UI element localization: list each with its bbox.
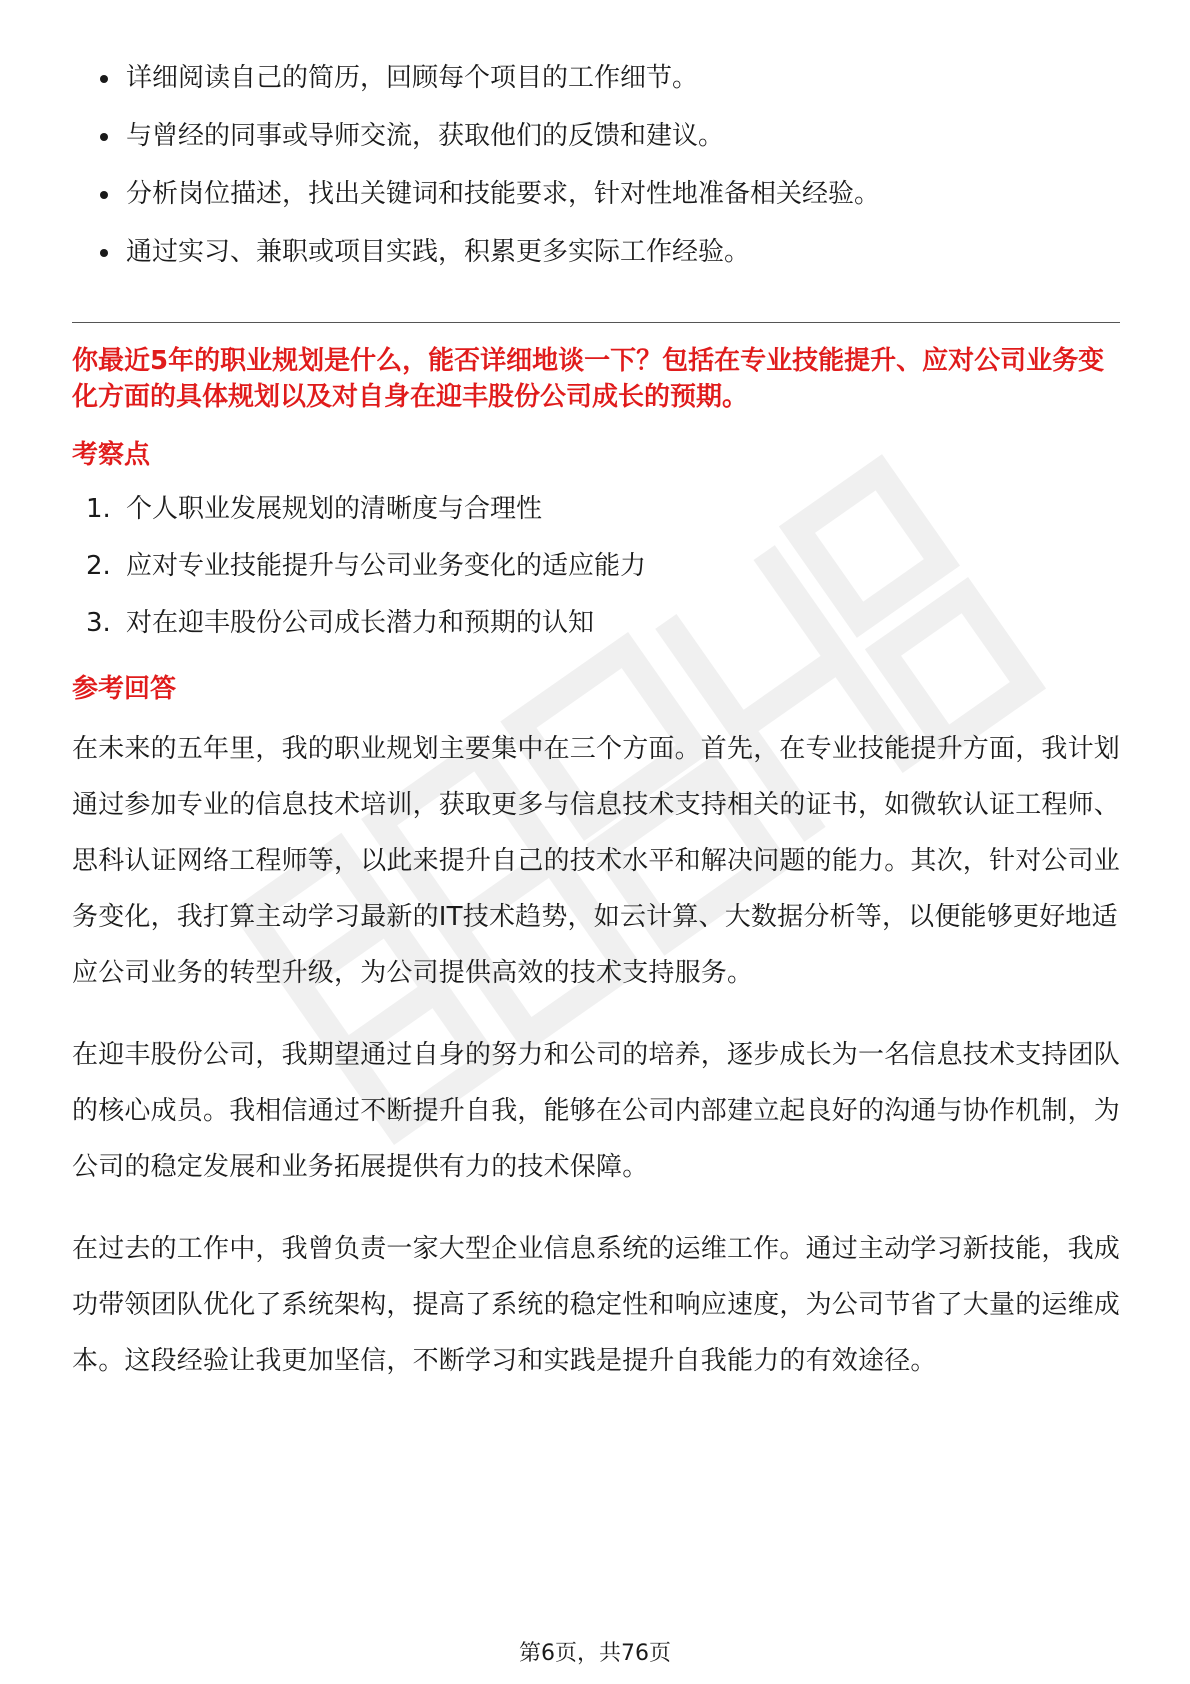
answer-paragraph: 在过去的工作中，我曾负责一家大型企业信息系统的运维工作。通过主动学习新技能，我成功带领团队优化了系统架构，提高了系统的稳定性和响应速度，为公司节省了大量的运维成本。这段经验让我更加坚信，不断学习和实践是提升自我能力的有效途径。 — [72, 1234, 1121, 1376]
item-number: 3. — [86, 608, 111, 638]
list-item: 分析岗位描述，找出关键词和技能要求，针对性地准备相关经验。 — [72, 174, 1120, 214]
answer-paragraph: 在未来的五年里，我的职业规划主要集中在三个方面。首先，在专业技能提升方面，我计划通过参加专业的信息技术培训，获取更多与信息技术支持相关的证书，如微软认证工程师、思科认证网络工程师等，以此来提升自己的技术水平和解决问题的能力。其次，针对公司业务变化，我打算主动学习最新的IT技术趋势，如云计算、大数据分析等，以便能够更好地适应公司业务的转型升级，为公司提供高效的技术支持服务。 — [72, 734, 1121, 988]
list-item: 通过实习、兼职或项目实践，积累更多实际工作经验。 — [72, 232, 1120, 272]
list-item: 1. 个人职业发展规划的清晰度与合理性 — [72, 489, 1120, 529]
list-item: 详细阅读自己的简历，回顾每个项目的工作细节。 — [72, 58, 1120, 98]
bullet-dot-icon — [100, 75, 108, 83]
answer-title: 参考回答 — [72, 674, 177, 704]
item-number: 1. — [86, 494, 111, 524]
list-item: 2. 应对专业技能提升与公司业务变化的适应能力 — [72, 546, 1120, 586]
answer-paragraph: 在迎丰股份公司，我期望通过自身的努力和公司的培养，逐步成长为一名信息技术支持团队的核心成员。我相信通过不断提升自我，能够在公司内部建立起良好的沟通与协作机制，为公司的稳定发展和业务拓展提供有力的技术保障。 — [72, 1040, 1121, 1182]
tips-list — [72, 58, 1120, 272]
section-divider — [72, 322, 1120, 323]
bullet-dot-icon — [100, 191, 108, 199]
focus-points-list — [72, 489, 1120, 643]
content — [72, 58, 1120, 1415]
item-number: 2. — [86, 551, 111, 581]
bullet-dot-icon — [100, 133, 108, 141]
focus-title: 考察点 — [72, 440, 151, 470]
page-footer: 第6页，共76页 — [519, 1641, 671, 1666]
interview-question: 你最近5年的职业规划是什么，能否详细地谈一下？包括在专业技能提升、应对公司业务变化方面的具体规划以及对自身在迎丰股份公司成长的预期。 — [72, 346, 1105, 412]
list-item: 与曾经的同事或导师交流，获取他们的反馈和建议。 — [72, 116, 1120, 156]
bullet-dot-icon — [100, 249, 108, 257]
list-item: 3. 对在迎丰股份公司成长潜力和预期的认知 — [72, 603, 1120, 643]
